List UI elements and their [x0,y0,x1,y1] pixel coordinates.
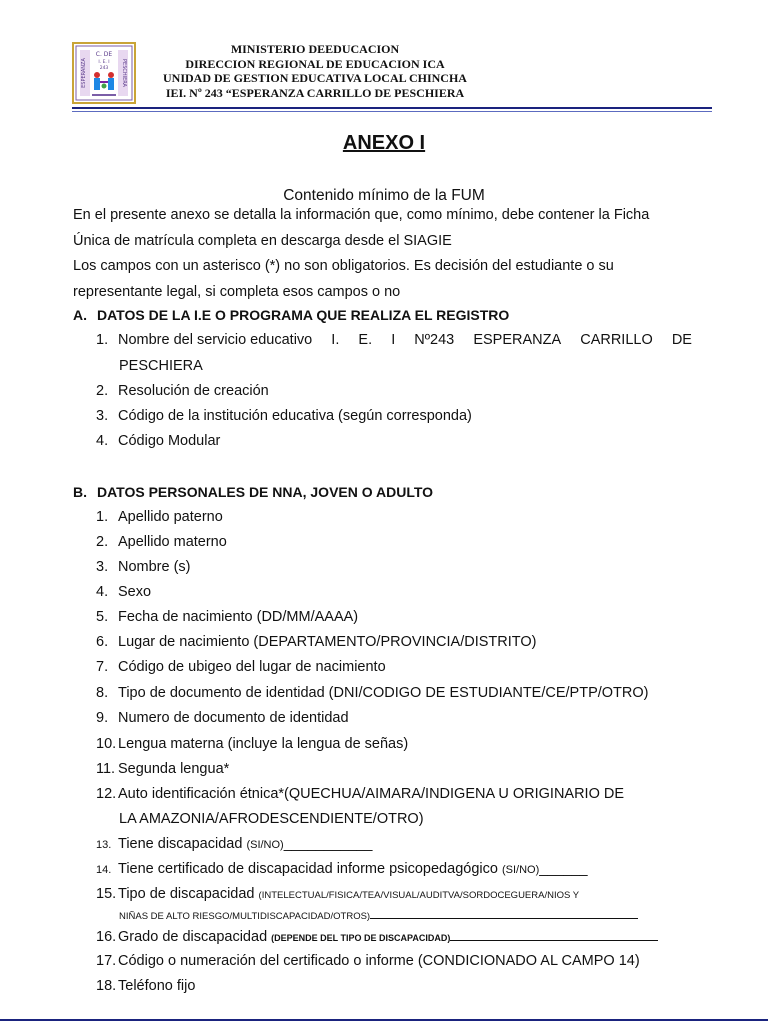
school-logo [72,42,136,104]
list-item [96,886,696,902]
list-item [96,332,696,348]
item-number: 5. [96,609,109,625]
item-text: Lugar de nacimiento (DEPARTAMENTO/PROVINCIA/DISTRITO) [118,634,537,650]
section-title: DATOS PERSONALES DE NNA, JOVEN O ADULTO [97,484,434,500]
intro-line-2: Única de matrícula completa en descarga desde el SIAGIE [73,233,452,249]
item-text: Sexo [118,584,152,600]
item-number: 1. [96,509,109,525]
list-item [96,584,696,600]
item-options: (INTELECTUAL/FISICA/TEA/VISUAL/AUDITVA/SORDOCEGUERA/NIOS Y [258,890,580,901]
list-item [96,861,696,877]
item-text: Lengua materna (incluye la lengua de señas) [118,736,409,752]
section-title: DATOS DE LA I.E O PROGRAMA QUE REALIZA EL REGISTRO [97,307,510,323]
list-item [96,953,696,969]
item-number: 13. [96,839,112,851]
list-item [96,786,696,802]
item-number: 4. [96,584,109,600]
item-word: ESPERANZA [473,332,562,348]
item-number: 11. [96,761,116,777]
item-text: Nombre (s) [118,559,191,575]
intro-line-3: Los campos con un asterisco (*) no son obligatorios. Es decisión del estudiante o su [73,258,614,274]
list-item [96,928,696,945]
item-options: (DEPENDE DEL TIPO DE DISCAPACIDAD) [271,933,451,943]
item-number: 16. [96,929,117,945]
list-item [96,736,696,752]
item-word: I [391,332,396,348]
item-continuation: PESCHIERA [119,358,203,374]
list-item [96,559,696,575]
item-text: Resolución de creación [118,383,269,399]
page-subtitle: Contenido mínimo de la FUM [283,187,485,204]
institution-header [140,42,490,100]
item-text: Grado de discapacidad [118,929,268,945]
list-item [96,509,696,525]
item-text: Segunda lengua* [118,761,230,777]
list-item [96,408,696,424]
item-number: 18. [96,978,117,994]
page-bottom-edge [0,1019,768,1021]
item-options: (SI/NO) [246,839,284,851]
item-text: Código Modular [118,433,221,449]
page-title: ANEXO I [342,132,426,154]
list-item [96,634,696,650]
item-text: Tipo de documento de identidad (DNI/CODIGO DE ESTUDIANTE/CE/PTP/OTRO) [118,685,649,701]
item-text: Fecha de nacimiento (DD/MM/AAAA) [118,609,359,625]
logo-left-text: ESPERANZA [81,58,87,88]
item-options-cont: NIÑAS DE ALTO RIESGO/MULTIDISCAPACIDAD/OTROS) [119,911,371,922]
item-text: Código de la institución educativa (según corresponda) [118,408,472,424]
item-word: CARRILLO [580,332,653,348]
item-number: 2. [96,534,109,550]
item-number: 6. [96,634,109,650]
item-number: 17. [96,953,117,969]
section-b-heading [73,484,433,500]
item-text-justified [118,332,692,348]
intro-line-4: representante legal, si completa esos campos o no [73,284,401,300]
list-item [96,534,696,550]
item-number: 15. [96,886,117,902]
item-continuation: LA AMAZONIA/AFRODESCENDIENTE/OTRO) [119,811,424,827]
item-text: Código de ubigeo del lugar de nacimiento [118,659,386,675]
item-text: Código o numeración del certificado o informe (CONDICIONADO AL CAMPO 14) [118,953,640,969]
fill-blank: ___________ [283,836,373,852]
item-number: 7. [96,659,109,675]
item-number: 3. [96,408,109,424]
item-number: 3. [96,559,109,575]
list-item [96,978,696,994]
item-word: E. [358,332,373,348]
item-word: I. [331,332,340,348]
fill-blank: ______ [539,861,588,877]
item-text: Teléfono fijo [118,978,196,994]
item-text: Tiene discapacidad [118,836,243,852]
logo-right-text: PESCHIERA [121,59,127,87]
fill-blank [450,928,658,941]
list-item [96,433,696,449]
list-item [96,383,696,399]
fill-blank [370,906,638,919]
item-text: Tipo de discapacidad [118,886,255,902]
list-item [96,761,696,777]
item-number: 2. [96,383,109,399]
item-number: 4. [96,433,109,449]
item-text: Apellido materno [118,534,227,550]
item-number: 10. [96,736,117,752]
header-line-ugel: UNIDAD DE GESTION EDUCATIVA LOCAL CHINCHA [163,71,467,85]
item-continuation [119,906,638,923]
item-text: Numero de documento de identidad [118,710,349,726]
item-text: Auto identificación étnica*(QUECHUA/AIMARA/INDIGENA U ORIGINARIO DE [118,786,625,802]
item-text: Apellido paterno [118,509,223,525]
section-letter: B. [73,484,87,500]
header-line-school: IEI. Nº 243 “ESPERANZA CARRILLO DE PESCHIERA [165,85,465,100]
list-item [96,836,696,852]
header-divider-thin [72,111,712,112]
list-item [96,609,696,625]
item-number: 9. [96,710,109,726]
item-options: (SI/NO) [501,864,540,876]
item-word: Nº243 [414,332,455,348]
item-text: Tiene certificado de discapacidad informe psicopedagógico [118,861,498,877]
list-item [96,710,696,726]
item-number: 8. [96,685,109,701]
item-word: DE [671,332,692,348]
section-letter: A. [73,307,87,323]
header-line-ministry: MINISTERIO DEEDUCACION [230,42,400,56]
section-a-heading [73,307,509,323]
logo-mid2-text: 243 [99,66,109,71]
item-number: 14. [96,864,112,876]
intro-line-1: En el presente anexo se detalla la información que, como mínimo, debe contener la Ficha [73,207,650,223]
logo-top-text: C. DE [95,51,113,58]
item-number: 12. [96,786,117,802]
logo-mid1-text: I. E. I [98,60,110,65]
item-number: 1. [96,332,109,348]
list-item [96,659,696,675]
list-item [96,685,696,701]
item-word: Nombre del servicio educativo [118,332,313,348]
header-line-regional: DIRECCION REGIONAL DE EDUCACION ICA [185,56,445,71]
header-divider [72,107,712,109]
